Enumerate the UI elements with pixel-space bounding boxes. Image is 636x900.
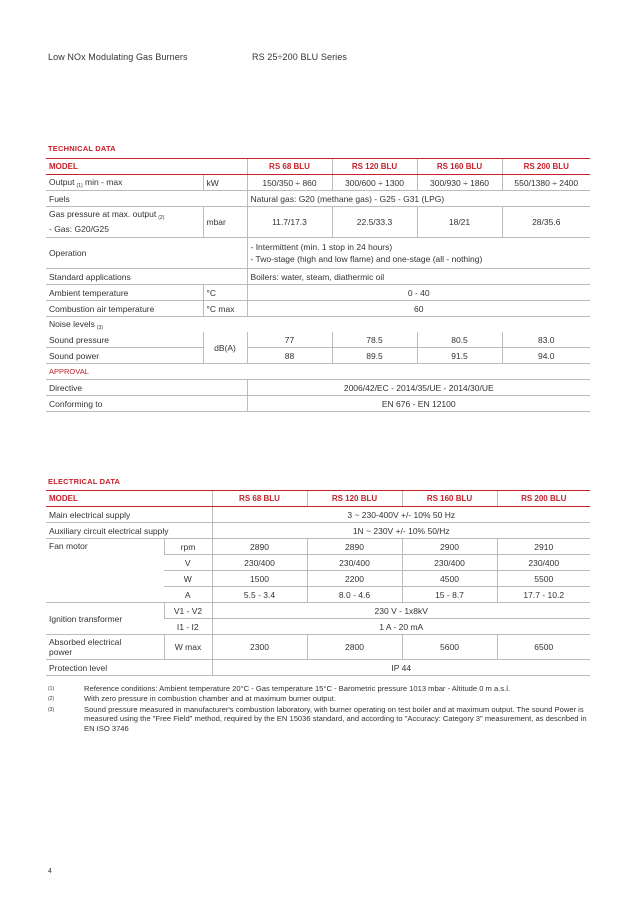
sound-pressure-value: 83.0 [502,332,590,348]
directive-value: 2006/42/EC - 2014/35/UE - 2014/30/UE [247,380,590,396]
aux-supply-label: Auxiliary circuit electrical supply [46,523,212,539]
gas-pressure-row [46,207,590,238]
operation-row [46,238,590,269]
ambient-temperature-unit: °C [203,285,247,301]
main-supply-label: Main electrical supply [46,507,212,523]
sound-pressure-row [46,332,590,348]
footnote-mark: (2) [48,696,55,703]
fan-motor-unit: rpm [164,539,212,555]
fan-motor-value: 2890 [212,539,307,555]
model-rs120: RS 120 BLU [307,491,402,507]
fan-motor-value: 230/400 [307,555,402,571]
sound-pressure-label: Sound pressure [46,332,203,348]
model-label: MODEL [46,159,247,175]
ambient-temperature-value: 0 - 40 [247,285,590,301]
ignition-row [46,603,590,619]
aux-supply-value: 1N ~ 230V +/- 10% 50/Hz [212,523,590,539]
conforming-label: Conforming to [46,396,247,412]
model-rs120: RS 120 BLU [332,159,417,175]
conforming-value: EN 676 - EN 12100 [247,396,590,412]
combustion-air-unit: °C max [203,301,247,317]
document-header-series: RS 25÷200 BLU Series [252,52,347,62]
fan-motor-value: 5.5 - 3.4 [212,587,307,603]
fan-motor-unit: W [164,571,212,587]
absorbed-power-value: 6500 [497,635,590,660]
fan-motor-value: 230/400 [402,555,497,571]
sound-pressure-value: 80.5 [417,332,502,348]
gas-pressure-value: 11.7/17.3 [247,207,332,238]
footnote-mark: (3) [48,706,55,713]
approval-heading: APPROVAL [46,364,590,380]
aux-supply-row [46,523,590,539]
main-supply-value: 3 ~ 230-400V +/- 10% 50 Hz [212,507,590,523]
footnote [48,705,588,733]
fan-motor-value: 15 - 8.7 [402,587,497,603]
ignition-value: 1 A - 20 mA [212,619,590,635]
fan-motor-label: Fan motor [46,539,164,603]
sound-power-value: 89.5 [332,348,417,364]
fan-motor-unit: V [164,555,212,571]
fan-motor-value: 17.7 - 10.2 [497,587,590,603]
absorbed-power-value: 2300 [212,635,307,660]
standard-applications-label: Standard applications [46,269,247,285]
output-value: 300/600 ÷ 1300 [332,175,417,191]
output-row [46,175,590,191]
page-number: 4 [48,868,52,875]
main-supply-row [46,507,590,523]
standard-applications-row [46,269,590,285]
model-rs68: RS 68 BLU [212,491,307,507]
ignition-unit: I1 - I2 [164,619,212,635]
approval-row [46,364,590,380]
footnote [48,684,588,694]
conforming-row [46,396,590,412]
fan-motor-row [46,539,590,555]
footnote-mark: (1) [48,686,55,692]
sound-pressure-value: 78.5 [332,332,417,348]
sound-power-value: 94.0 [502,348,590,364]
directive-label: Directive [46,380,247,396]
footnote-text: Sound pressure measured in manufacturer's combustion laboratory, with burner operating on test boiler and at maximum output. The sound Power is measured using the "Free Field" method, required by the EN 15036 standard, and according to "Accuracy: Category 3" measurement, as described in EN ISO 3746 [84,704,587,733]
document-header-title: Low NOx Modulating Gas Burners [48,52,188,62]
ambient-temperature-row [46,285,590,301]
model-rs160: RS 160 BLU [417,159,502,175]
technical-data-heading: TECHNICAL DATA [48,144,116,153]
ignition-label: Ignition transformer [46,603,164,635]
absorbed-power-value: 2800 [307,635,402,660]
protection-value: IP 44 [212,660,590,676]
protection-row [46,660,590,676]
gas-pressure-value: 18/21 [417,207,502,238]
footnote-text: With zero pressure in combustion chamber and at maximum burner output. [84,694,336,704]
output-value: 550/1380 ÷ 2400 [502,175,590,191]
ignition-value: 230 V - 1x8kV [212,603,590,619]
operation-value: - Intermittent (min. 1 stop in 24 hours) - Two-stage (high and low flame) and one-stage (all - nothing) [247,238,590,269]
fan-motor-value: 5500 [497,571,590,587]
footnote [48,694,588,704]
gas-pressure-value: 22.5/33.3 [332,207,417,238]
directive-row [46,380,590,396]
absorbed-power-row [46,635,590,660]
fuels-row [46,191,590,207]
output-value: 300/930 ÷ 1860 [417,175,502,191]
model-header-row [46,159,590,175]
sound-power-label: Sound power [46,348,203,364]
fan-motor-value: 2890 [307,539,402,555]
output-label: Output $_{(1)}$ min - max [46,175,203,191]
output-value: 150/350 ÷ 860 [247,175,332,191]
fan-motor-value: 1500 [212,571,307,587]
standard-applications-value: Boilers: water, steam, diathermic oil [247,269,590,285]
gas-pressure-value: 28/35.6 [502,207,590,238]
model-label: MODEL [46,491,212,507]
electrical-data-table [46,490,590,676]
noise-levels-row [46,317,590,333]
operation-label: Operation [46,238,247,269]
model-rs200: RS 200 BLU [497,491,590,507]
noise-levels-label: Noise levels $_{(3)}$ [49,318,103,331]
combustion-air-label: Combustion air temperature [46,301,203,317]
absorbed-power-value: 5600 [402,635,497,660]
combustion-air-row [46,301,590,317]
model-rs68: RS 68 BLU [247,159,332,175]
protection-label: Protection level [46,660,212,676]
fan-motor-value: 2200 [307,571,402,587]
output-unit: kW [203,175,247,191]
model-rs160: RS 160 BLU [402,491,497,507]
electrical-data-heading: ELECTRICAL DATA [48,477,121,486]
ambient-temperature-label: Ambient temperature [46,285,203,301]
combustion-air-value: 60 [247,301,590,317]
sound-pressure-value: 77 [247,332,332,348]
fan-motor-value: 2910 [497,539,590,555]
model-rs200: RS 200 BLU [502,159,590,175]
gas-pressure-unit: mbar [203,207,247,238]
sound-power-value: 91.5 [417,348,502,364]
absorbed-power-label: Absorbed electrical power [46,635,164,660]
footnotes [48,684,588,733]
fuels-value: Natural gas: G20 (methane gas) - G25 - G31 (LPG) [247,191,590,207]
footnote-text: Reference conditions: Ambient temperature 20°C - Gas temperature 15°C - Barometric pressure 1013 mbar - Altitude 0 m a.s.l. [84,684,511,693]
gas-pressure-label: Gas pressure at max. output $_{(2)}$ - Gas: G20/G25 [46,207,203,238]
fan-motor-unit: A [164,587,212,603]
fan-motor-value: 4500 [402,571,497,587]
fan-motor-value: 230/400 [497,555,590,571]
noise-unit: dB(A) [203,332,247,364]
model-header-row [46,491,590,507]
technical-data-table [46,158,590,412]
fan-motor-value: 230/400 [212,555,307,571]
absorbed-power-unit: W max [164,635,212,660]
fan-motor-value: 8.0 - 4.6 [307,587,402,603]
sound-power-row [46,348,590,364]
sound-power-value: 88 [247,348,332,364]
ignition-unit: V1 - V2 [164,603,212,619]
fan-motor-value: 2900 [402,539,497,555]
fuels-label: Fuels [46,191,247,207]
